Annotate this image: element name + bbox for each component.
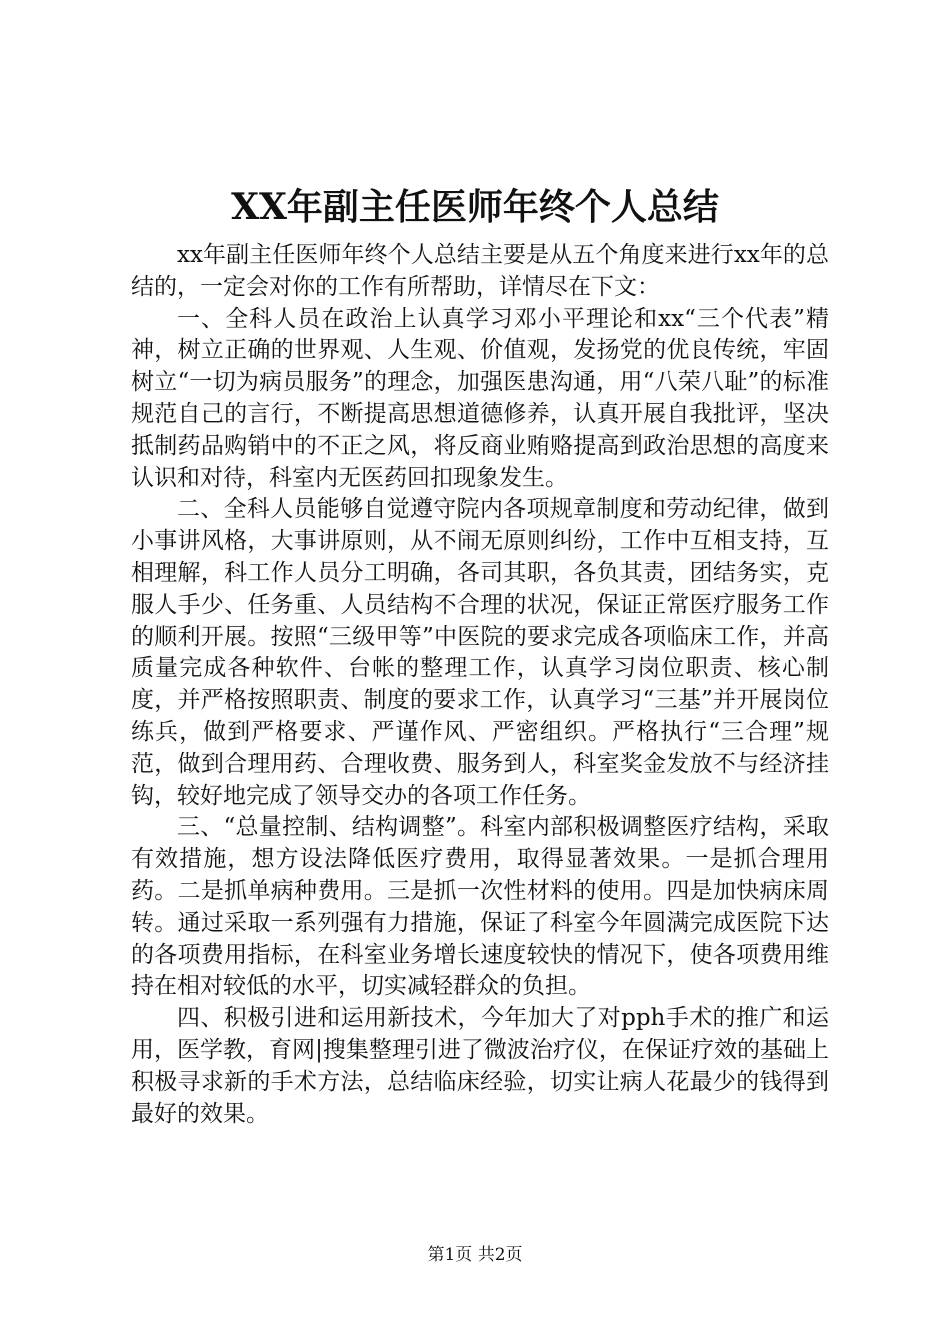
paragraph-section-2: 二、全科人员能够自觉遵守院内各项规章制度和劳动纪律，做到小事讲风格，大事讲原则，从不闹无原则纠纷，工作中互相支持，互相理解，科工作人员分工明确，各司其职，各负其责，团结务实，克服人手少、任务重、人员结构不合理的状况，保证正常医疗服务工作的顺利开展。按照“三级甲等”中医院的要求完成各项临床工作，并高质量完成各种软件、台帐的整理工作，认真学习岗位职责、核心制度，并严格按照职责、制度的要求工作，认真学习“三基”并开展岗位练兵，做到严格要求、严谨作风、严密组织。严格执行“三合理”规范，做到合理用药、合理收费、服务到人，科室奖金发放不与经济挂钩，较好地完成了领导交办的各项工作任务。 xyxy=(131,496,829,809)
document-body xyxy=(131,240,829,1130)
paragraph-section-3: 三、“总量控制、结构调整”。科室内部积极调整医疗结构，采取有效措施，想方设法降低医疗费用，取得显著效果。一是抓合理用药。二是抓单病种费用。三是抓一次性材料的使用。四是加快病床周转。通过采取一系列强有力措施，保证了科室今年圆满完成医院下达的各项费用指标，在科室业务增长速度较快的情况下，使各项费用维持在相对较低的水平，切实减轻群众的负担。 xyxy=(131,814,829,1000)
paragraph-section-4: 四、积极引进和运用新技术，今年加大了对pph手术的推广和运用，医学教，育网|搜集整理引进了微波治疗仪，在保证疗效的基础上积极寻求新的手术方法，总结临床经验，切实让病人花最少的钱得到最好的效果。 xyxy=(131,1005,829,1127)
paragraph-intro: xx年副主任医师年终个人总结主要是从五个角度来进行xx年的总结的，一定会对你的工作有所帮助，详情尽在下文： xyxy=(131,242,829,300)
page-footer: 第1页 共2页 xyxy=(427,1245,523,1265)
paragraph-section-1: 一、全科人员在政治上认真学习邓小平理论和xx“三个代表”精神，树立正确的世界观、人生观、价值观，发扬党的优良传统，牢固树立“一切为病员服务”的理念，加强医患沟通，用“八荣八耻”的标准规范自己的言行，不断提高思想道德修养，认真开展自我批评，坚决抵制药品购销中的不正之风，将反商业贿赂提高到政治思想的高度来认识和对待，科室内无医药回扣现象发生。 xyxy=(131,305,829,491)
page-title: XX年副主任医师年终个人总结 xyxy=(231,186,719,228)
